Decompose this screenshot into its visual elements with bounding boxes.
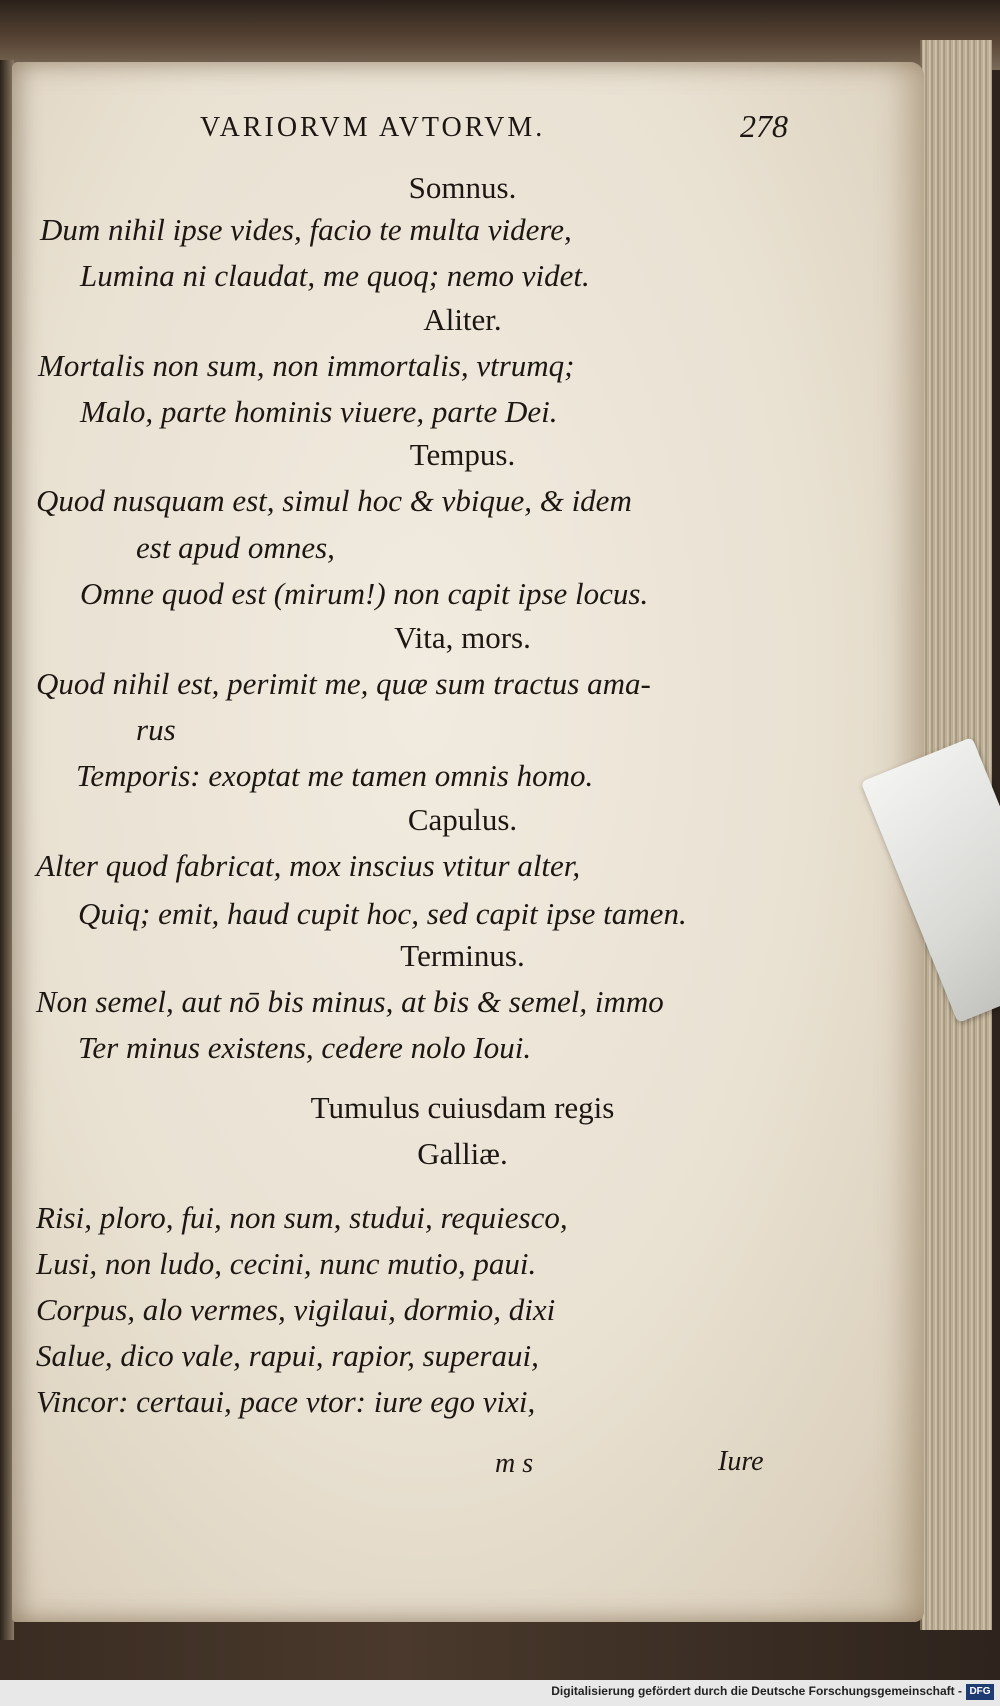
verse-line: Quod nihil est, perimit me, quæ sum tractus ama- xyxy=(36,666,651,701)
verse-line: Omne quod est (mirum!) non capit ipse locus. xyxy=(80,576,649,611)
poem-title: Somnus. xyxy=(408,170,517,205)
verse-line: Corpus, alo vermes, vigilaui, dormio, dixi xyxy=(36,1292,556,1327)
book-top-edge xyxy=(0,0,1000,70)
poem-title: Tempus. xyxy=(409,437,516,472)
verse-line: Quiq; emit, haud cupit hoc, sed capit ipse tamen. xyxy=(78,896,687,931)
poem-title: Terminus. xyxy=(400,938,525,973)
verse-line: Temporis: exoptat me tamen omnis homo. xyxy=(76,758,594,793)
verse-line: Malo, parte hominis viuere, parte Dei. xyxy=(80,394,558,429)
running-title: VARIORVM AVTORVM. xyxy=(200,112,546,143)
verse-line: est apud omnes, xyxy=(136,530,335,565)
page-number: 278 xyxy=(740,108,788,144)
dfg-logo: DFG xyxy=(966,1684,994,1700)
poem-title: Capulus. xyxy=(407,802,518,837)
poem-title: Aliter. xyxy=(423,302,502,337)
verse-line: Alter quod fabricat, mox inscius vtitur alter, xyxy=(36,848,581,883)
verse-line: Vincor: certaui, pace vtor: iure ego vixi, xyxy=(36,1384,536,1419)
poem-title: Vita, mors. xyxy=(394,620,531,655)
verse-line: Dum nihil ipse vides, facio te multa videre, xyxy=(40,212,572,247)
signature-mark: m s xyxy=(495,1448,534,1479)
verse-line: Mortalis non sum, non immortalis, vtrumq; xyxy=(38,348,575,383)
verse-line: Quod nusquam est, simul hoc & vbique, & idem xyxy=(36,483,632,518)
verse-line: rus xyxy=(136,712,176,747)
verse-line: Lumina ni claudat, me quoq; nemo videt. xyxy=(80,258,590,293)
verse-line: Lusi, non ludo, cecini, nunc mutio, paui. xyxy=(36,1246,537,1281)
verse-line: Salue, dico vale, rapui, rapior, superaui, xyxy=(36,1338,539,1373)
verse-line: Ter minus existens, cedere nolo Ioui. xyxy=(78,1030,532,1065)
catchword: Iure xyxy=(718,1446,764,1477)
poem-title: Tumulus cuiusdam regis xyxy=(310,1090,615,1125)
funding-credit: Digitalisierung gefördert durch die Deutsche Forschungsgemeinschaft - xyxy=(551,1684,962,1698)
verse-line: Risi, ploro, fui, non sum, studui, requiesco, xyxy=(36,1200,568,1235)
verse-line: Non semel, aut nō bis minus, at bis & semel, immo xyxy=(36,984,664,1019)
poem-title-continued: Galliæ. xyxy=(417,1136,508,1171)
